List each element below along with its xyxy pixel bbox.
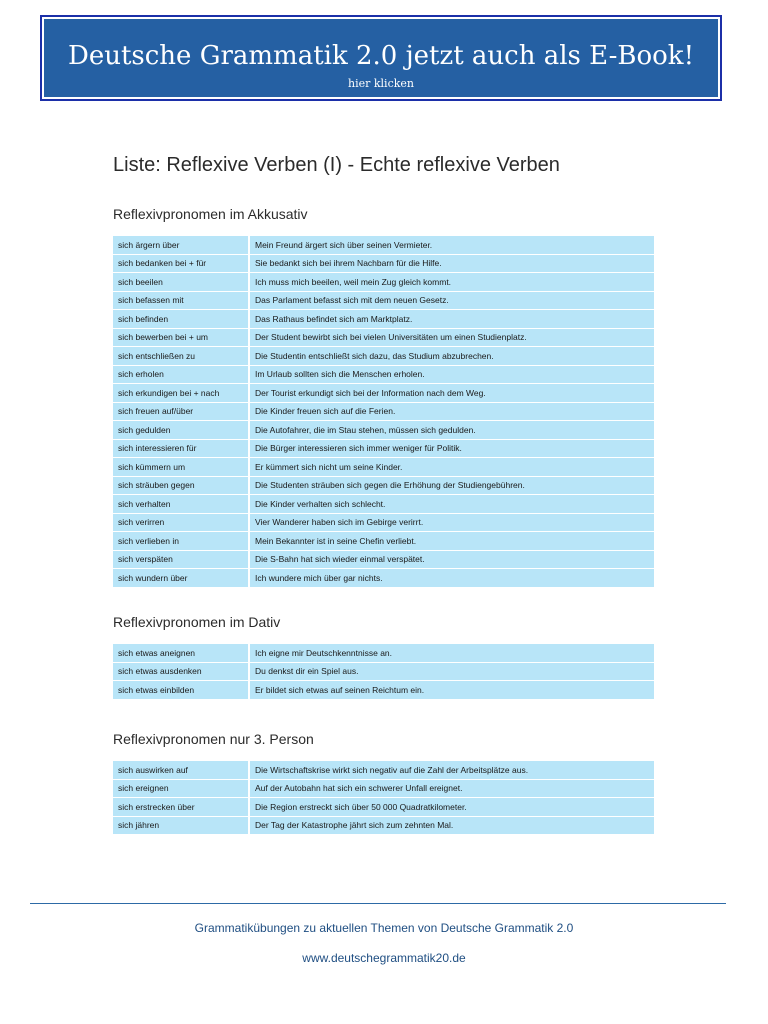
example-cell: Der Student bewirbt sich bei vielen Universitäten um einen Studienplatz. [249,328,654,347]
example-cell: Die Studenten sträuben sich gegen die Erhöhung der Studiengebühren. [249,476,654,495]
verb-cell: sich bewerben bei + um [113,328,249,347]
table-row [113,328,654,347]
example-cell: Im Urlaub sollten sich die Menschen erholen. [249,365,654,384]
table-row [113,495,654,514]
verb-cell: sich bedanken bei + für [113,254,249,273]
table-row [113,662,654,681]
verb-cell: sich erholen [113,365,249,384]
verb-cell: sich etwas einbilden [113,681,249,700]
table-row [113,310,654,329]
table-row [113,458,654,477]
section-heading-akkusativ: Reflexivpronomen im Akkusativ [113,206,308,222]
verb-cell: sich auswirken auf [113,761,249,779]
banner-link[interactable]: hier klicken [348,77,414,90]
verb-cell: sich sträuben gegen [113,476,249,495]
verb-cell: sich etwas ausdenken [113,662,249,681]
table-row [113,421,654,440]
example-cell: Die Bürger interessieren sich immer weniger für Politik. [249,439,654,458]
verb-cell: sich gedulden [113,421,249,440]
example-cell: Sie bedankt sich bei ihrem Nachbarn für die Hilfe. [249,254,654,273]
table-row [113,384,654,403]
verb-cell: sich verhalten [113,495,249,514]
table-row [113,681,654,700]
page-title: Liste: Reflexive Verben (I) - Echte reflexive Verben [113,154,560,176]
table-row [113,273,654,292]
example-cell: Du denkst dir ein Spiel aus. [249,662,654,681]
verb-cell: sich verlieben in [113,532,249,551]
table-row [113,550,654,569]
table-row [113,513,654,532]
table-row [113,402,654,421]
example-cell: Die Kinder freuen sich auf die Ferien. [249,402,654,421]
example-cell: Die S-Bahn hat sich wieder einmal verspätet. [249,550,654,569]
verb-cell: sich ereignen [113,779,249,798]
example-cell: Die Region erstreckt sich über 50 000 Quadratkilometer. [249,798,654,817]
verb-table-dritte-person [113,761,654,835]
example-cell: Die Autofahrer, die im Stau stehen, müssen sich gedulden. [249,421,654,440]
example-cell: Das Parlament befasst sich mit dem neuen Gesetz. [249,291,654,310]
verb-cell: sich etwas aneignen [113,644,249,662]
footer-tagline: Grammatikübungen zu aktuellen Themen von Deutsche Grammatik 2.0 [194,921,574,935]
table-row [113,532,654,551]
example-cell: Er bildet sich etwas auf seinen Reichtum ein. [249,681,654,700]
example-cell: Die Wirtschaftskrise wirkt sich negativ auf die Zahl der Arbeitsplätze aus. [249,761,654,779]
example-cell: Mein Freund ärgert sich über seinen Vermieter. [249,236,654,254]
table-row [113,291,654,310]
verb-cell: sich wundern über [113,569,249,588]
verb-cell: sich entschließen zu [113,347,249,366]
example-cell: Auf der Autobahn hat sich ein schwerer Unfall ereignet. [249,779,654,798]
example-cell: Die Kinder verhalten sich schlecht. [249,495,654,514]
verb-table-dativ [113,644,654,700]
verb-cell: sich kümmern um [113,458,249,477]
example-cell: Er kümmert sich nicht um seine Kinder. [249,458,654,477]
table-row [113,644,654,662]
table-row [113,476,654,495]
section-heading-dativ: Reflexivpronomen im Dativ [113,614,281,630]
example-cell: Der Tag der Katastrophe jährt sich zum zehnten Mal. [249,816,654,835]
verb-cell: sich erkundigen bei + nach [113,384,249,403]
example-cell: Der Tourist erkundigt sich bei der Information nach dem Weg. [249,384,654,403]
table-row [113,254,654,273]
example-cell: Die Studentin entschließt sich dazu, das Studium abzubrechen. [249,347,654,366]
verb-cell: sich ärgern über [113,236,249,254]
example-cell: Mein Bekannter ist in seine Chefin verliebt. [249,532,654,551]
example-cell: Das Rathaus befindet sich am Marktplatz. [249,310,654,329]
verb-cell: sich freuen auf/über [113,402,249,421]
table-row [113,236,654,254]
verb-cell: sich jähren [113,816,249,835]
verb-cell: sich interessieren für [113,439,249,458]
verb-cell: sich verspäten [113,550,249,569]
section-heading-dritte-person: Reflexivpronomen nur 3. Person [113,731,314,747]
example-cell: Vier Wanderer haben sich im Gebirge verirrt. [249,513,654,532]
verb-cell: sich befinden [113,310,249,329]
verb-cell: sich erstrecken über [113,798,249,817]
table-row [113,761,654,779]
example-cell: Ich eigne mir Deutschkenntnisse an. [249,644,654,662]
table-row [113,569,654,588]
ebook-banner-inner[interactable] [44,19,718,97]
example-cell: Ich muss mich beeilen, weil mein Zug gleich kommt. [249,273,654,292]
table-row [113,347,654,366]
ebook-banner[interactable] [40,15,722,101]
footer-divider [30,903,726,904]
table-row [113,365,654,384]
verb-cell: sich befassen mit [113,291,249,310]
verb-table-akkusativ [113,236,654,588]
verb-cell: sich verirren [113,513,249,532]
banner-title: Deutsche Grammatik 2.0 jetzt auch als E-Book! [67,41,695,71]
table-row [113,439,654,458]
table-row [113,816,654,835]
verb-cell: sich beeilen [113,273,249,292]
example-cell: Ich wundere mich über gar nichts. [249,569,654,588]
footer-website-link[interactable]: www.deutschegrammatik20.de [302,951,466,965]
table-row [113,798,654,817]
table-row [113,779,654,798]
